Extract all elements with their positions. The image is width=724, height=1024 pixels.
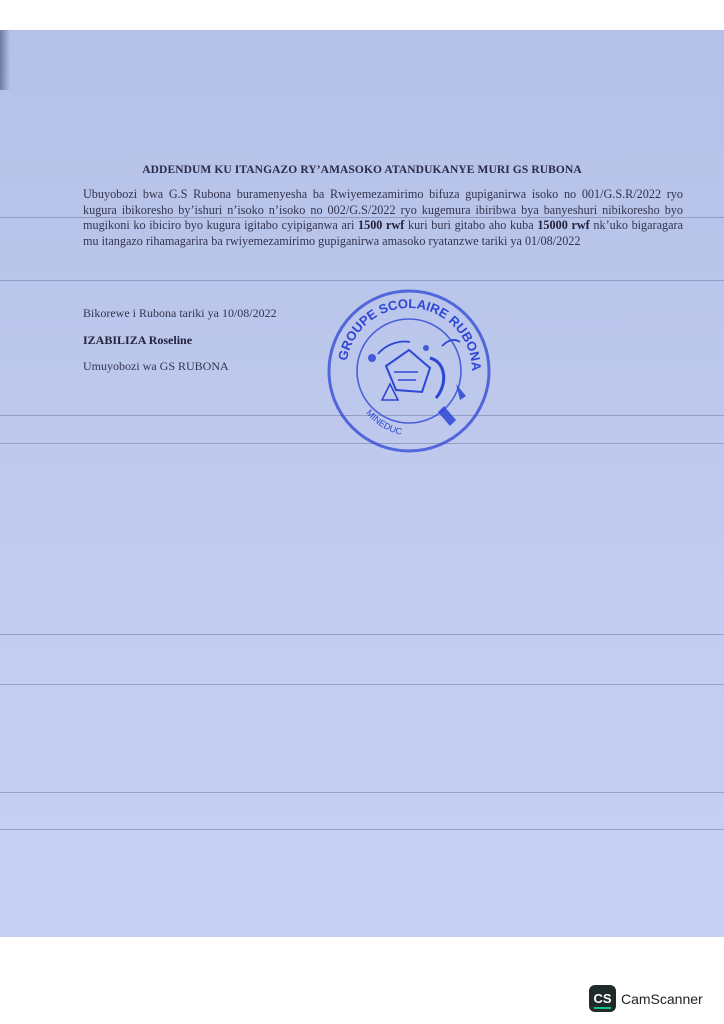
divider-line	[0, 792, 724, 793]
document-page	[0, 30, 724, 937]
paragraph-text: kuri buri gitabo aho kuba	[404, 218, 538, 233]
document-title: ADDENDUM KU ITANGAZO RY’AMASOKO ATANDUKANYE MURI GS RUBONA	[142, 164, 582, 176]
signer-name: IZABILIZA Roseline	[83, 333, 193, 347]
place-date: Bikorewe i Rubona tariki ya 10/08/2022	[83, 306, 277, 320]
camscanner-icon	[589, 985, 616, 1012]
divider-line	[0, 634, 724, 635]
school-stamp	[326, 288, 492, 454]
camscanner-brand: CamScanner	[621, 990, 703, 1007]
divider-line	[0, 829, 724, 830]
amount-per-book: 1500 rwf	[358, 218, 405, 233]
addendum-paragraph	[83, 187, 683, 249]
previous-amount: 15000 rwf	[537, 218, 590, 233]
stamp-text-top: GROUPE SCOLAIRE RUBONA	[334, 295, 485, 372]
page-edge-shadow	[0, 30, 10, 90]
camscanner-icon-text: CS	[593, 991, 612, 1006]
divider-line	[0, 684, 724, 685]
divider-line	[0, 280, 724, 281]
paragraph-text: nk’uko bigaragara mu itangazo rihamagarira ba rwiyemezamirimo gupiganirwa amasoko ryatanzwe tariki ya 01/08/2022	[83, 218, 683, 248]
stamp-text-bottom: MINEDUC	[364, 407, 404, 437]
paragraph-text: Ubuyobozi bwa G.S Rubona buramenyesha ba Rwiyemezamirimo bifuza gupiganirwa isoko no 001/G.S.R/2022 ryo kugura ibikoresho by’ishuri n’isoko n’isoko no 002/G.S/2022 ryo kugemura ibiribwa bya banyeshuri nibikoresho byo mugikoni ko ibiciro byo kugura igitabo cyipiganwa ari	[83, 187, 683, 233]
camscanner-watermark	[589, 985, 703, 1012]
signer-title: Umuyobozi wa GS RUBONA	[83, 359, 229, 373]
